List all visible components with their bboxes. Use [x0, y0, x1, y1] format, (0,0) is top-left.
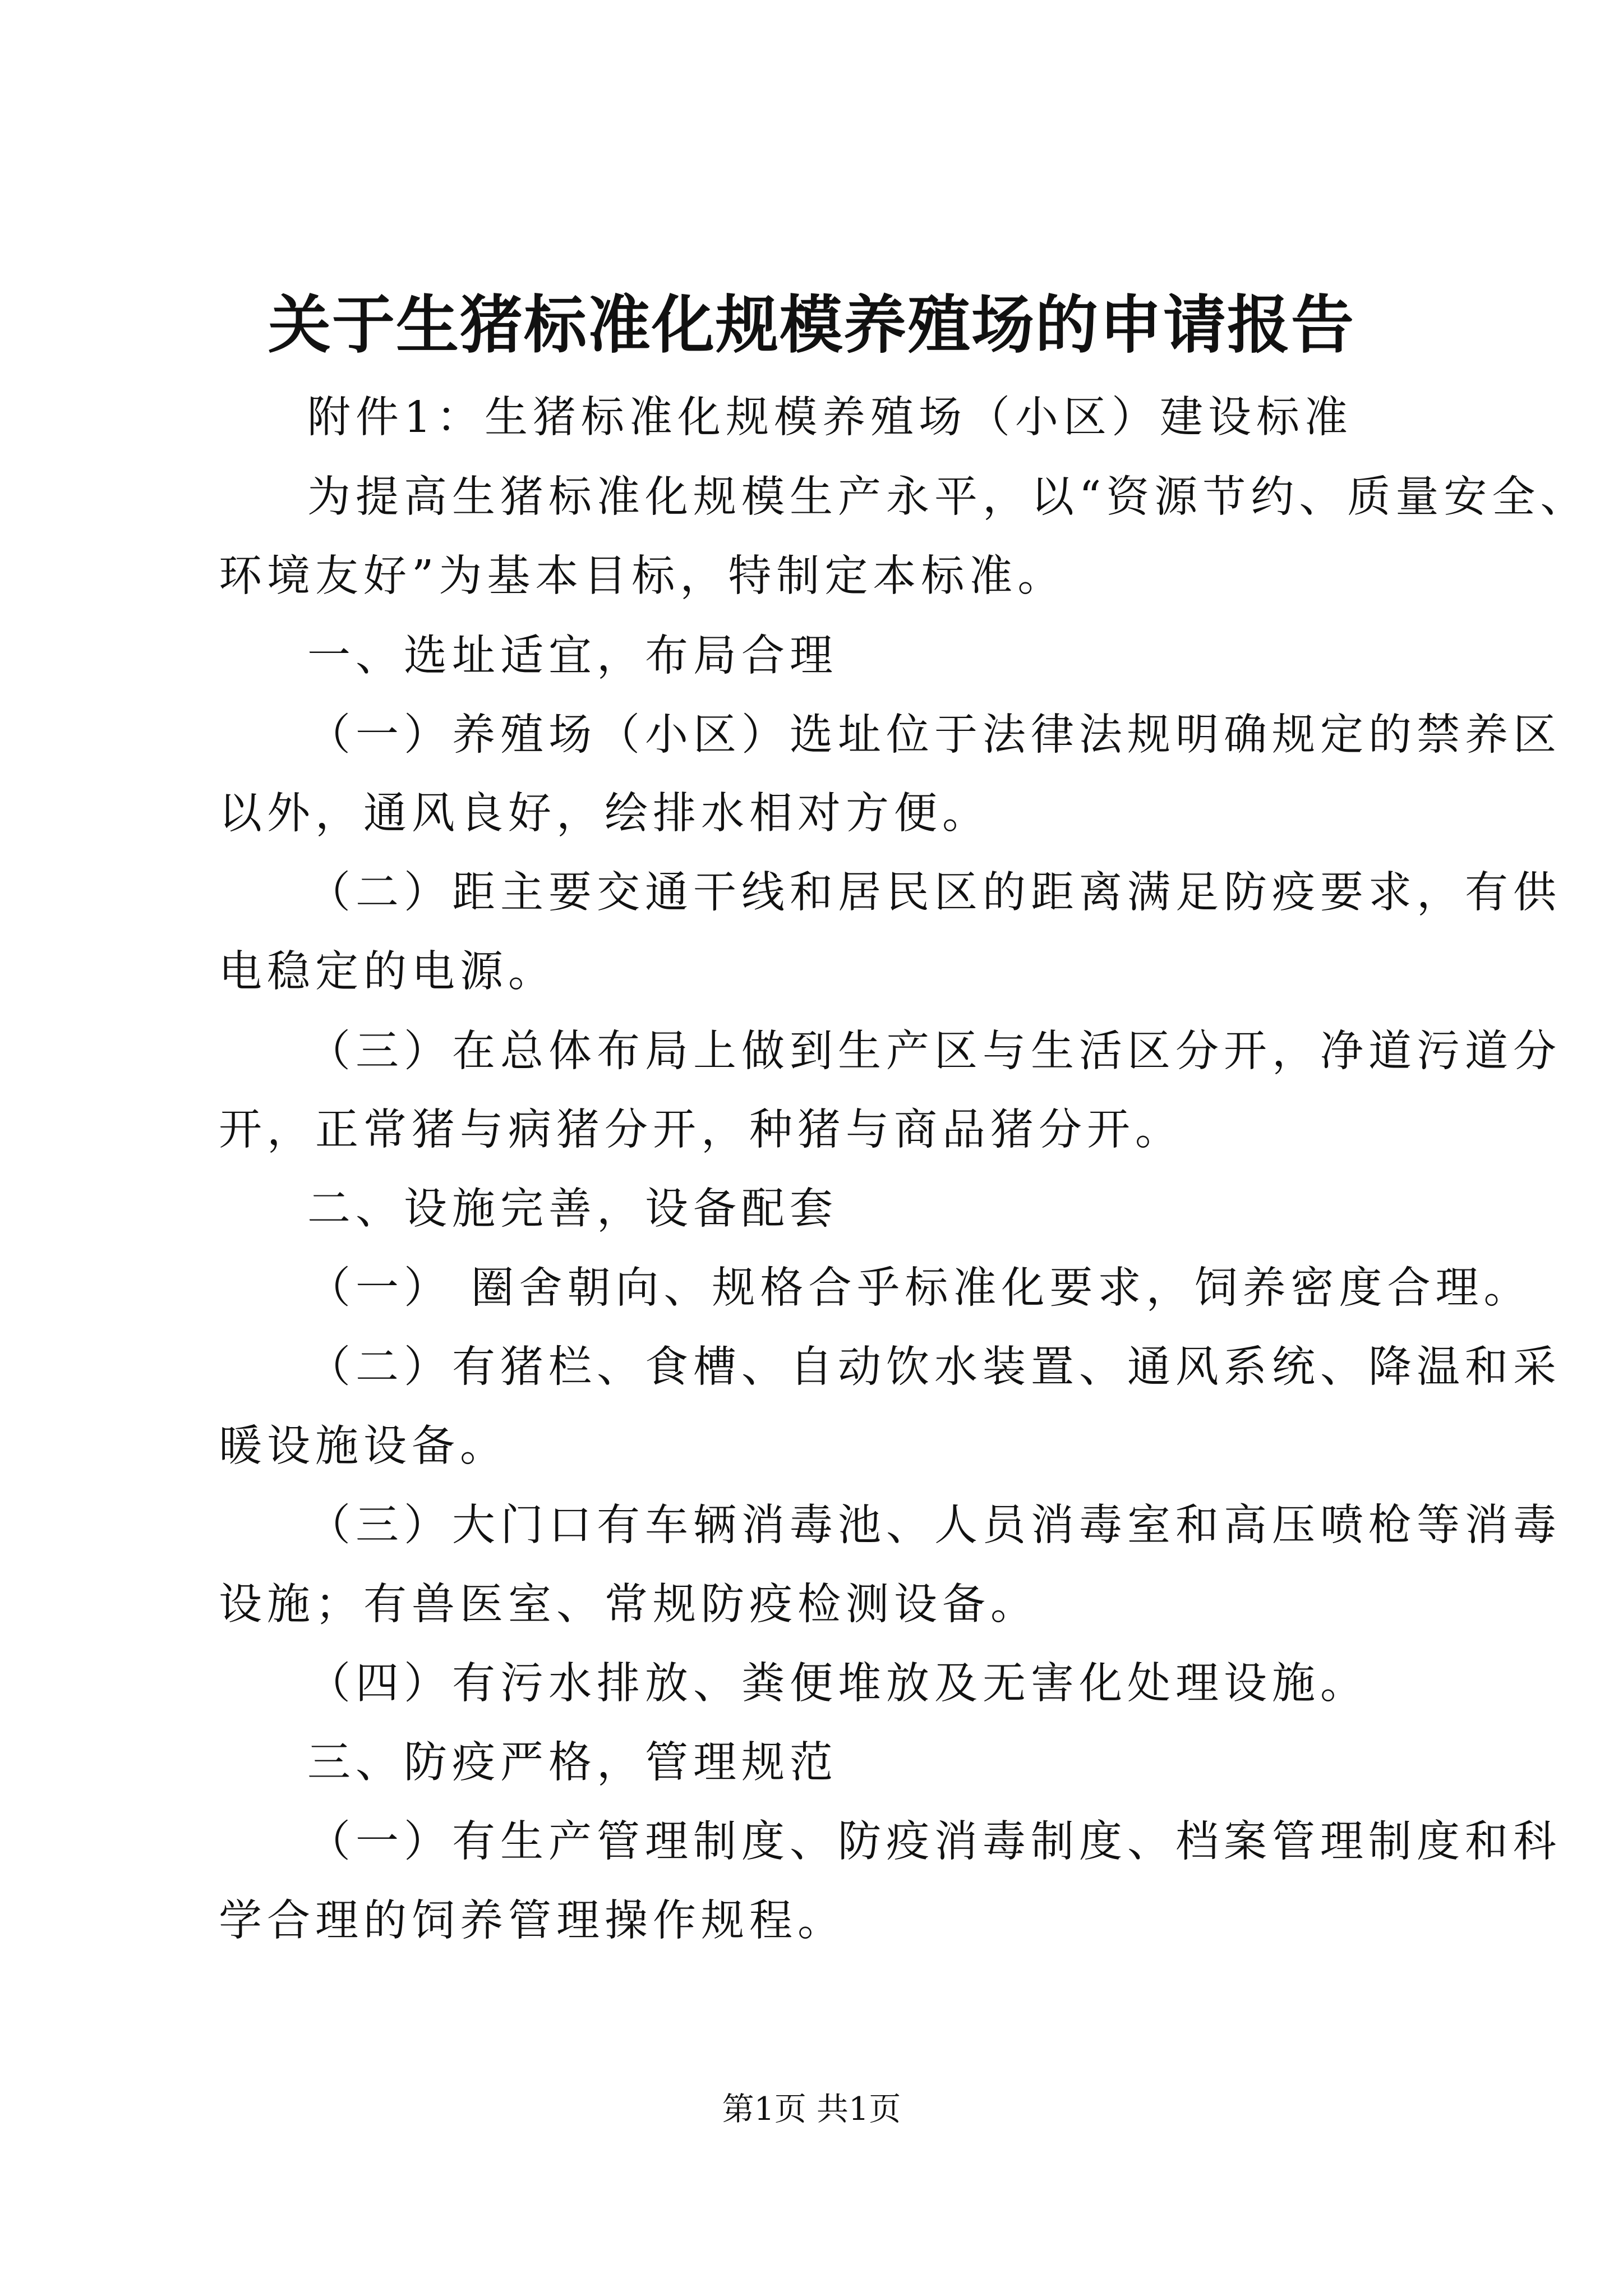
paragraph-line: （一）养殖场（小区）选址位于法律法规明确规定的禁养区 [307, 710, 1561, 760]
paragraph-line: 设施；有兽医室、常规防疫检测设备。 [219, 1580, 1039, 1630]
paragraph-line: 环境友好”为基本目标，特制定本标准。 [219, 551, 1066, 601]
paragraph-line: （一）有生产管理制度、防疫消毒制度、档案管理制度和科 [307, 1817, 1561, 1867]
section-heading: 一、选址适宜，布局合理 [307, 631, 838, 681]
paragraph-line: 学合理的饲养管理操作规程。 [219, 1896, 846, 1946]
paragraph-line: 电稳定的电源。 [219, 947, 556, 997]
document-title: 关于生猪标准化规模养殖场的申请报告 [268, 288, 1355, 362]
paragraph-line: （一） 圈舍朝向、规格合乎标准化要求，饲养密度合理。 [307, 1263, 1532, 1313]
paragraph-line: 以外，通风良好，绘排水相对方便。 [219, 789, 990, 839]
paragraph-line: （三）在总体布局上做到生产区与生活区分开，净道污道分 [307, 1027, 1561, 1076]
paragraph-line: 暖设施设备。 [219, 1421, 508, 1471]
page-footer: 第1页 共1页 [722, 2091, 901, 2128]
section-heading: 三、防疫严格，管理规范 [307, 1738, 838, 1788]
paragraph-line: 为提高生猪标准化规模生产永平，以“资源节约、质量安全、 [307, 472, 1589, 522]
paragraph-line: （三）大门口有车辆消毒池、人员消毒室和高压喷枪等消毒 [307, 1501, 1561, 1550]
paragraph-line: （四）有污水排放、粪便堆放及无害化处理设施。 [307, 1659, 1368, 1709]
paragraph-line: （二）有猪栏、食槽、自动饮水装置、通风系统、降温和采 [307, 1342, 1561, 1392]
section-heading: 二、设施完善，设备配套 [307, 1184, 838, 1234]
paragraph-line: 开，正常猪与病猪分开，种猪与商品猪分开。 [219, 1105, 1183, 1155]
paragraph-line: （二）距主要交通干线和居民区的距离满足防疫要求，有供 [307, 868, 1561, 918]
attachment-line: 附件1：生猪标准化规模养殖场（小区）建设标准 [307, 393, 1353, 443]
